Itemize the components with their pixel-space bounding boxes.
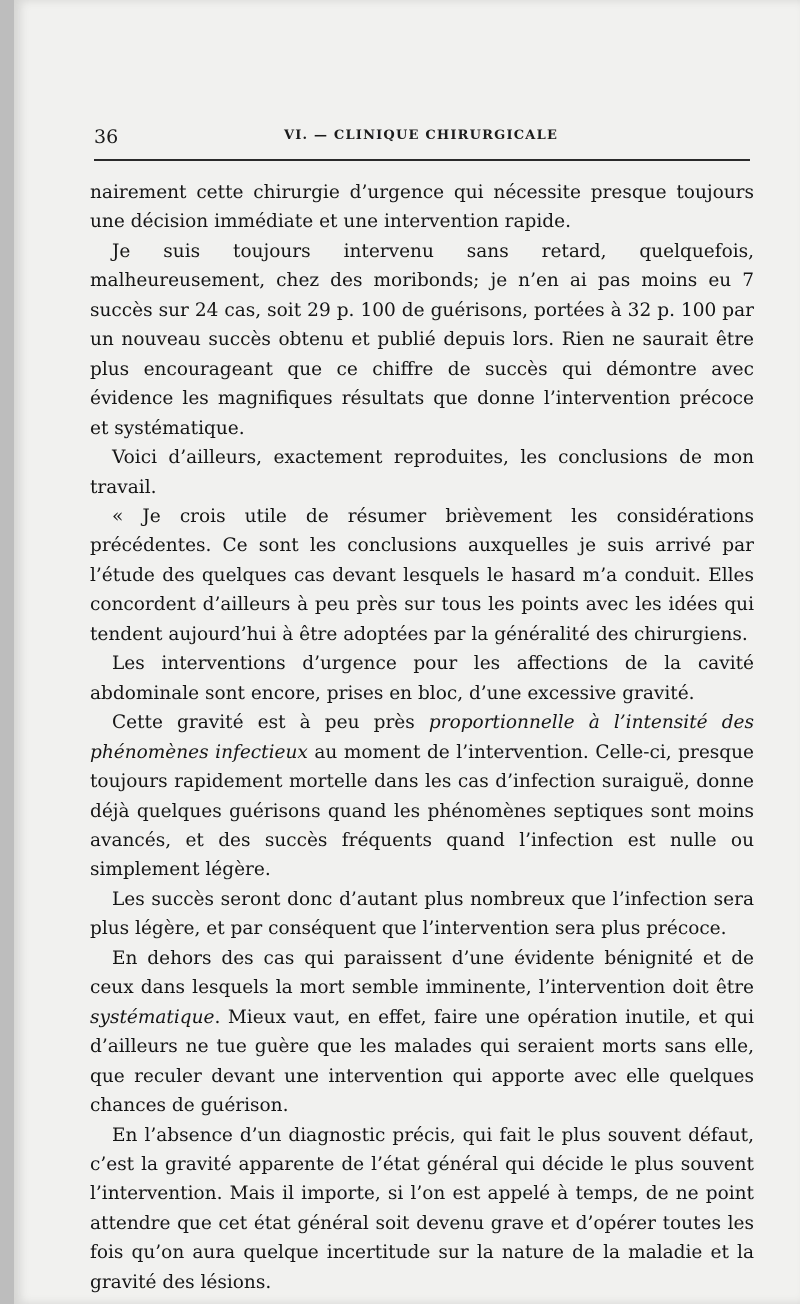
- italic-text: proportionnelle à l’intensité des phénomènes infectieux: [90, 712, 754, 763]
- paragraph: « Je crois utile de résumer brièvement les considérations précédentes. Ce sont les conclusions auxquelles je suis arrivé par l’étude des quelques cas devant lesquels le hasard m’a conduit. Elles concordent d’ailleurs à peu près sur tous les points avec les idées qui tendent aujourd’hui à être adoptées par la généralité des chirurgiens.: [90, 505, 754, 645]
- page-number: 36: [94, 126, 119, 148]
- paragraph: [90, 944, 754, 1121]
- paragraph: [90, 708, 754, 885]
- paragraph: Voici d’ailleurs, exactement reproduites, les conclusions de mon travail.: [90, 447, 754, 498]
- text-run: En dehors des cas qui paraissent d’une évidente bénignité et de ceux dans lesquels la mort semble imminente, l’intervention doit être: [90, 947, 754, 999]
- paragraph: Les interventions d’urgence pour les affections de la cavité abdominale sont encore, prises en bloc, d’une excessive gravité.: [90, 653, 754, 704]
- paragraph: En l’absence d’un diagnostic précis, qui fait le plus souvent défaut, c’est la gravité apparente de l’état général qui décide le plus souvent l’intervention. Mais il importe, si l’on est appelé à temps, de ne point attendre que cet état général soit devenu grave et d’opérer toutes les fois qu’on aura quelque incertitude sur la nature de la maladie et la gravité des lésions.: [90, 1124, 754, 1293]
- body-text: [90, 178, 754, 1297]
- text-run: au moment de l’intervention. Celle-ci, presque toujours rapidement mortelle dans les cas d’infection suraiguë, donne déjà quelques guérisons quand les phénomènes septiques sont moins avancés, et des succès fréquents quand l’infection est nulle ou simplement légère.: [90, 741, 755, 881]
- text-run: . Mieux vaut, en effet, faire une opération inutile, et qui d’ailleurs ne tue guère que les malades qui seraient morts sans elle, que reculer devant une intervention qui apporte avec elle quelques chances de guérison.: [90, 1006, 754, 1117]
- italic-text: systématique: [90, 1006, 215, 1028]
- paragraph: nairement cette chirurgie d’urgence qui nécessite presque toujours une décision immédiate et une intervention rapide.: [90, 182, 754, 233]
- text-run: Cette gravité est à peu près: [112, 712, 429, 734]
- page-header: [94, 126, 748, 150]
- header-rule: [94, 159, 750, 161]
- running-head: VI. — CLINIQUE CHIRURGICALE: [283, 128, 559, 143]
- paragraph: Les succès seront donc d’autant plus nombreux que l’infection sera plus légère, et par conséquent que l’intervention sera plus précoce.: [90, 888, 754, 940]
- paragraph: Je suis toujours intervenu sans retard, quelquefois, malheureusement, chez des moribonds; je n’en ai pas moins eu 7 succès sur 24 cas, soit 29 p. 100 de guérisons, portées à 32 p. 100 par un nouveau succès obtenu et publié depuis lors. Rien ne saurait être plus encourageant que ce chiffre de succès qui démontre avec évidence les magnifiques résultats que donne l’intervention précoce et systématique.: [90, 240, 754, 439]
